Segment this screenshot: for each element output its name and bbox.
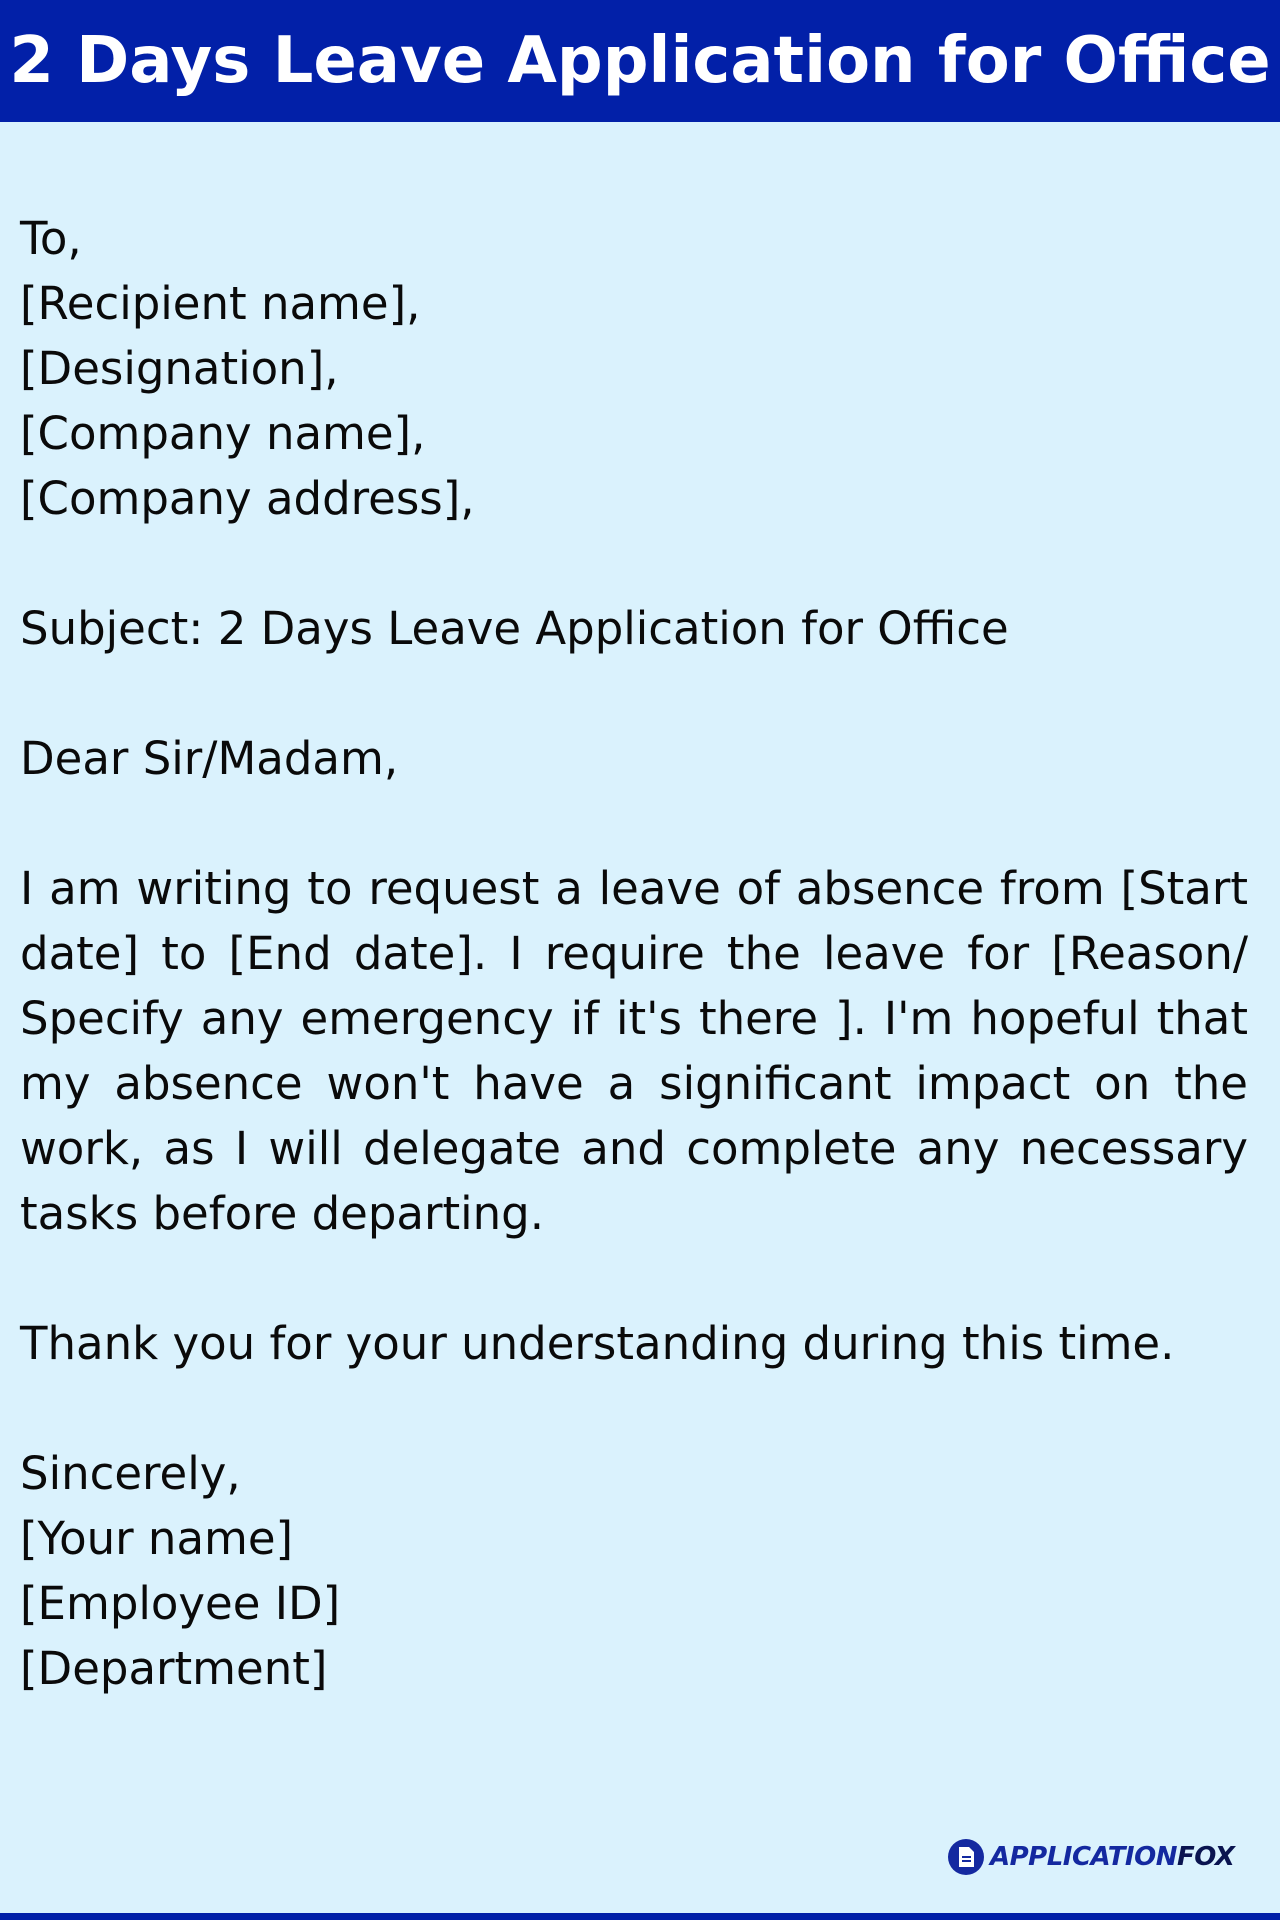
address-line: [Company name],: [20, 407, 426, 460]
document-icon: [948, 1839, 984, 1875]
letter-body: [20, 206, 1248, 1701]
address-line: [Designation],: [20, 342, 339, 395]
spacer: [20, 661, 1248, 726]
signature-line: [Employee ID]: [20, 1577, 341, 1630]
brand-name: [990, 1842, 1234, 1872]
spacer: [20, 1376, 1248, 1441]
signature-line: [Department]: [20, 1642, 328, 1695]
footer-bar: [0, 1913, 1280, 1920]
brand-logo: [948, 1837, 1234, 1877]
signature-line: [Your name]: [20, 1512, 294, 1565]
salutation: Dear Sir/Madam,: [20, 732, 399, 785]
brand-name-accent: FOX: [1176, 1842, 1235, 1872]
address-line: [Recipient name],: [20, 277, 421, 330]
subject-line: Subject: 2 Days Leave Application for Office: [20, 602, 1009, 655]
spacer: [20, 531, 1248, 596]
page-title: 2 Days Leave Application for Office: [9, 24, 1271, 98]
thanks-line: Thank you for your understanding during this time.: [20, 1317, 1175, 1370]
body-paragraph: I am writing to request a leave of absence from [Start date] to [End date]. I require the leave for [Reason/ Specify any emergency if it's there ]. I'm hopeful that my absence won't have a significant impact on the work, as I will delegate and complete any necessary tasks before departing.: [20, 862, 1248, 1240]
closing-line: Sincerely,: [20, 1447, 241, 1500]
page-header: [0, 0, 1280, 122]
brand-name-main: APPLICATION: [990, 1842, 1177, 1872]
address-line: [Company address],: [20, 472, 475, 525]
spacer: [20, 791, 1248, 856]
address-line: To,: [20, 212, 82, 265]
spacer: [20, 1246, 1248, 1311]
